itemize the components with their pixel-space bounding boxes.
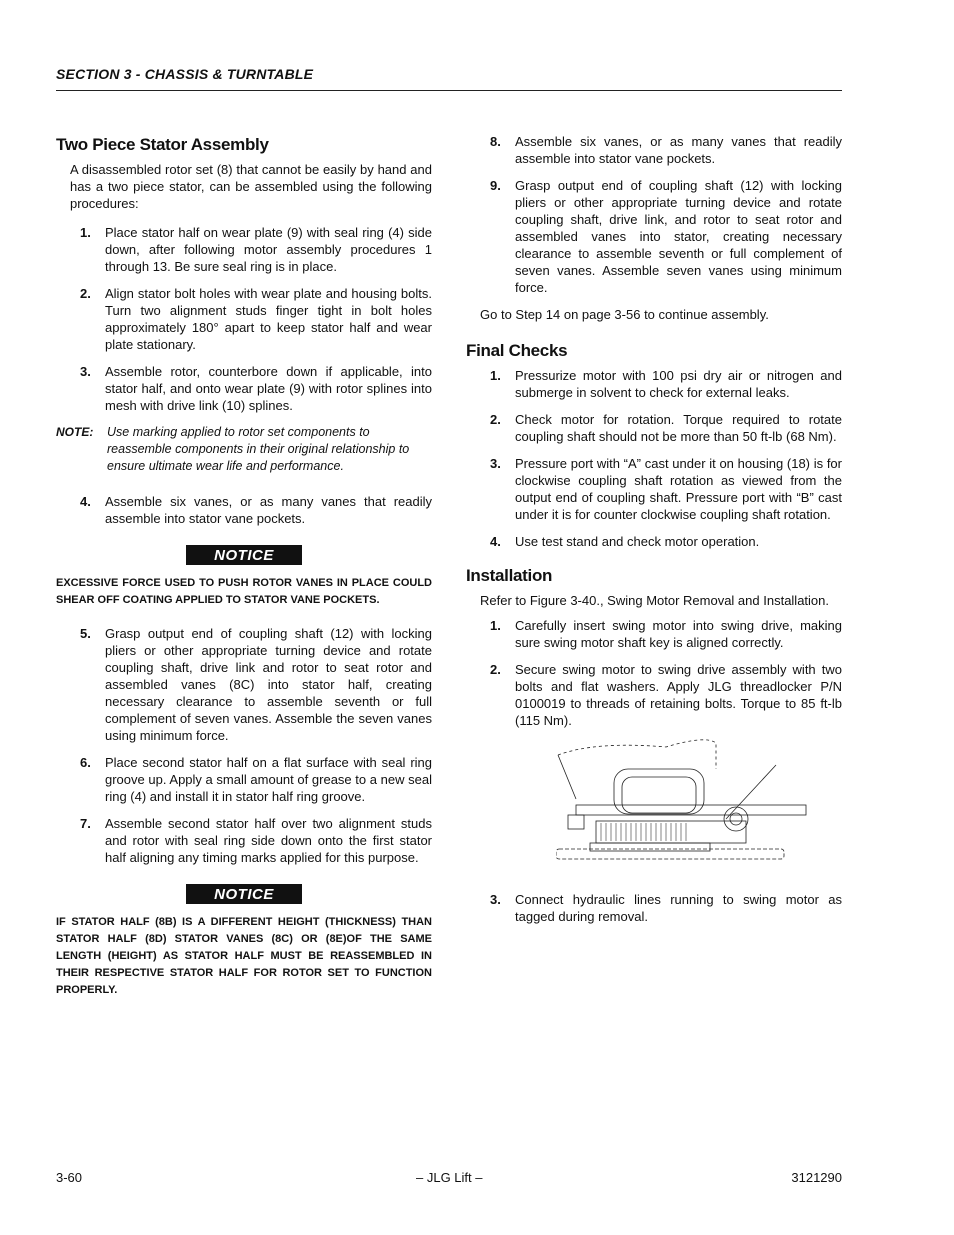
swing-motor-drawing <box>556 739 816 879</box>
document-number: 3121290 <box>791 1170 842 1185</box>
footer-center: – JLG Lift – <box>416 1170 483 1185</box>
note-label: NOTE: <box>56 425 94 439</box>
section-title: SECTION 3 - CHASSIS & TURNTABLE <box>56 66 314 82</box>
goto-text: Go to Step 14 on page 3-56 to continue assembly. <box>480 307 769 322</box>
step-item: 8. Assemble six vanes, or as many vanes that readily assemble into stator vane pockets. <box>490 134 842 166</box>
notice-text: IF STATOR HALF (8B) IS A DIFFERENT HEIGHT (THICKNESS) THAN STATOR HALF (8D) STATOR VANES (8C) OR (8E)OF THE SAME LENGTH (HEIGHT) AS STATOR HALF MUST BE REASSEMBLED IN THEIR RESPECTIVE STATOR HALF FOR ROTOR SET TO FUNCTION PROPERLY. <box>56 916 432 996</box>
step-item: 1. Carefully insert swing motor into swing drive, making sure swing motor shaft key is aligned correctly. <box>490 618 842 650</box>
step-item: 2. Align stator bolt holes with wear plate and housing bolts. Turn two alignment studs finger tight in bolt holes approximately 180° apart to keep stator half and wear plate stationary. <box>80 286 432 352</box>
step-item: 7. Assemble second stator half over two alignment studs and rotor with seal ring side down onto the first stator half aligning any timing marks applied for this purpose. <box>80 816 432 865</box>
note-text: Use marking applied to rotor set components to reassemble components in their original relationship to ensure ultimate wear life and performance. <box>107 425 410 473</box>
page-number: 3-60 <box>56 1170 83 1185</box>
page-header <box>56 66 842 91</box>
two-piece-stator-heading: Two Piece Stator Assembly <box>56 135 269 154</box>
step-item: 1. Pressurize motor with 100 psi dry air or nitrogen and submerge in solvent to check for external leaks. <box>490 368 842 400</box>
step-item: 1. Place stator half on wear plate (9) with seal ring (4) side down, after following motor assembly procedures 1 through 13. Be sure seal ring is in place. <box>80 225 432 274</box>
step-item: 3. Pressure port with “A” cast under it on housing (18) is for clockwise coupling shaft rotation as viewed from the output end of coupling shaft. Pressure port with “B” cast under it is for counter clockwise coupling shaft rotation. <box>490 456 842 522</box>
step-item: 9. Grasp output end of coupling shaft (12) with locking pliers or other appropriate turning device and rotate coupling shaft, drive link, and rotor to seat rotor and assembled vanes into stator, creating necessary clearance to assemble seventh or full complement of seven vanes. Assemble seven vanes using minimum force. <box>490 178 842 295</box>
step-item: 3. Assemble rotor, counterbore down if applicable, into stator half, and onto wear plate (9) with rotor splines into mesh with drive link (10) splines. <box>80 364 432 413</box>
step-item: 4. Assemble six vanes, or as many vanes that readily assemble into stator vane pockets. <box>80 494 432 526</box>
step-item: 5. Grasp output end of coupling shaft (12) with locking pliers or other appropriate turning device and rotate coupling shaft, drive link and rotor to seat rotor and assembled vanes (8C) into stator half, creating necessary clearance to assemble seventh or full complement of seven vanes. Assemble the seven vanes using minimum force. <box>80 626 432 743</box>
installation-heading: Installation <box>466 566 553 585</box>
step-item: 2. Check motor for rotation. Torque required to rotate coupling shaft should not be more than 50 ft-lb (68 Nm). <box>490 412 842 444</box>
notice-text: EXCESSIVE FORCE USED TO PUSH ROTOR VANES IN PLACE COULD SHEAR OFF COATING APPLIED TO STATOR VANE POCKETS. <box>56 577 432 606</box>
swing-motor-figure <box>556 739 816 879</box>
intro-paragraph: A disassembled rotor set (8) that cannot be easily by hand and has a two piece stator, can be assembled using the following procedures: <box>70 162 432 211</box>
step-item: 2. Secure swing motor to swing drive assembly with two bolts and flat washers. Apply JLG threadlocker P/N 0100019 to threads of retaining bolts. Torque to 85 ft-lb (115 Nm). <box>490 662 842 728</box>
final-checks-heading: Final Checks <box>466 341 568 360</box>
right-column <box>466 133 842 935</box>
note-block <box>56 424 432 475</box>
install-reference: Refer to Figure 3-40., Swing Motor Removal and Installation. <box>480 593 830 608</box>
notice-badge: NOTICE <box>186 545 302 565</box>
step-item: 6. Place second stator half on a flat surface with seal ring groove up. Apply a small amount of grease to a new seal ring (4) and install it in stator half ring groove. <box>80 755 432 804</box>
notice-badge: NOTICE <box>186 884 302 904</box>
step-item: 4. Use test stand and check motor operation. <box>490 534 760 549</box>
step-item: 3. Connect hydraulic lines running to swing motor as tagged during removal. <box>490 892 842 924</box>
left-column <box>56 135 432 1015</box>
